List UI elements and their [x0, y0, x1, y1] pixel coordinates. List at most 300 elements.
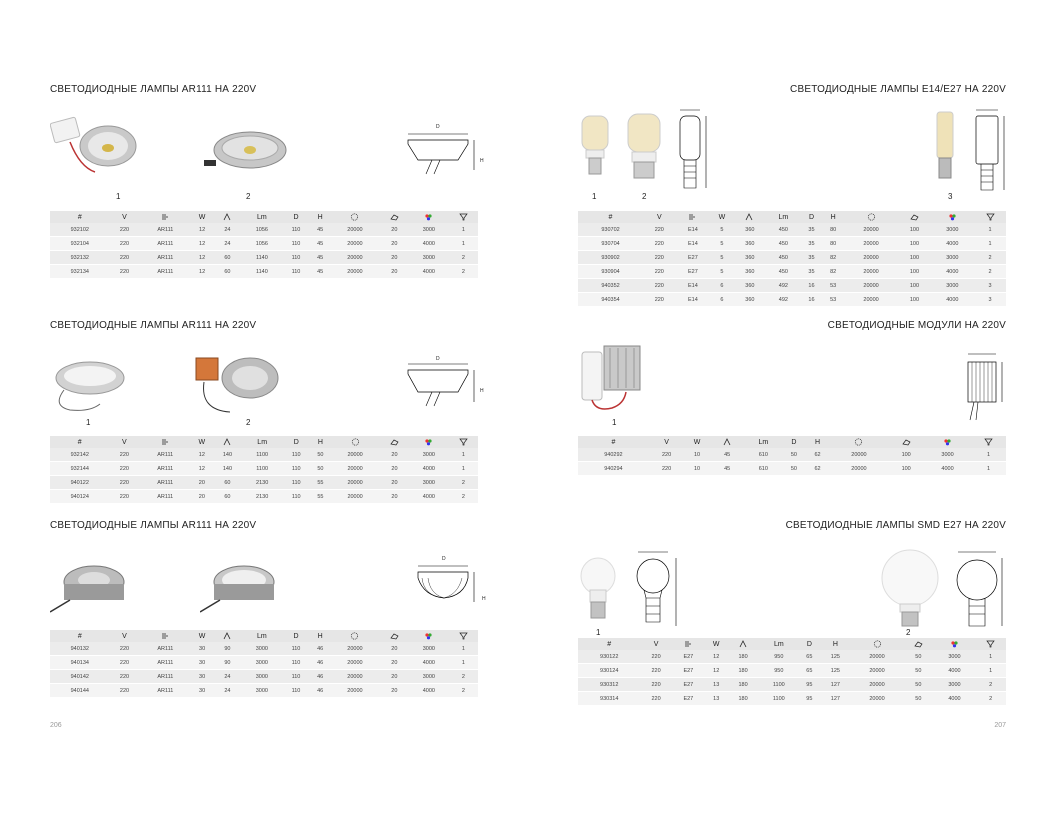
table-cell: 940292	[578, 448, 649, 462]
beam-angle-icon	[727, 638, 758, 650]
table-cell: 360	[734, 265, 767, 279]
table-cell: 932104	[50, 237, 110, 251]
ar111-heatsink-lamp-image	[50, 560, 130, 620]
ip-rating-icon	[888, 436, 923, 448]
table-cell: 1056	[242, 237, 282, 251]
product-label-3: 3	[948, 192, 953, 201]
table-cell: AR111	[139, 448, 191, 462]
table-cell: E14	[676, 293, 711, 307]
table-cell: 100	[898, 265, 931, 279]
table-cell: 20	[380, 251, 409, 265]
product-label-1: 1	[592, 192, 597, 201]
table-cell: 3000	[931, 251, 974, 265]
table-cell: 12	[191, 251, 212, 265]
table-cell: 20	[380, 462, 409, 476]
table-cell: 95	[799, 692, 820, 706]
section-title: СВЕТОДИОДНЫЕ ЛАМПЫ AR111 НА 220V	[50, 320, 257, 331]
table-header-row	[578, 211, 1006, 223]
table-cell: 4000	[409, 237, 449, 251]
table-row	[50, 684, 478, 698]
table-cell: 932134	[50, 265, 110, 279]
table-cell: 140	[213, 462, 243, 476]
table-cell: 3000	[409, 448, 449, 462]
ar111-heatsink-lamp-image	[200, 560, 280, 620]
voltage-icon: V	[110, 630, 140, 642]
table-cell: 932144	[50, 462, 110, 476]
table-cell: 1	[449, 223, 478, 237]
table-cell: AR111	[139, 237, 191, 251]
table-cell: 950	[759, 650, 799, 664]
table-cell: 6	[710, 293, 733, 307]
table-cell: E27	[672, 692, 705, 706]
table-cell: 932102	[50, 223, 110, 237]
table-cell: 220	[643, 279, 676, 293]
color-temperature-icon	[931, 211, 974, 223]
dimension-drawing	[972, 106, 1008, 194]
section-title: СВЕТОДИОДНЫЕ ЛАМПЫ SMD E27 НА 220V	[785, 520, 1006, 531]
lifetime-icon	[330, 436, 380, 448]
table-cell: 95	[799, 678, 820, 692]
table-cell: 3000	[924, 448, 971, 462]
table-cell: 492	[766, 293, 800, 307]
ip-rating-icon	[380, 436, 409, 448]
table-cell: 20	[380, 656, 409, 670]
table-row	[50, 476, 478, 490]
product-images	[50, 344, 484, 434]
table-cell: E27	[676, 265, 711, 279]
dimension-drawing	[962, 350, 1006, 424]
table-cell: E27	[672, 650, 705, 664]
table-row	[578, 223, 1006, 237]
table-cell: 20	[380, 684, 409, 698]
table-row	[578, 678, 1006, 692]
watt-icon: W	[710, 211, 733, 223]
table-cell: E27	[672, 664, 705, 678]
table-cell: 220	[640, 664, 671, 678]
height-icon: H	[310, 436, 330, 448]
table-cell: 53	[822, 293, 844, 307]
table-cell: 220	[640, 650, 671, 664]
table-cell: 1	[975, 650, 1006, 664]
diameter-icon: D	[282, 211, 310, 223]
table-cell: 5	[710, 223, 733, 237]
table-cell: 3000	[242, 656, 282, 670]
table-cell: 1	[449, 656, 478, 670]
table-cell: 110	[282, 251, 310, 265]
table-row	[578, 664, 1006, 678]
color-temperature-icon	[934, 638, 976, 650]
height-icon: H	[820, 638, 851, 650]
table-cell: 55	[310, 490, 330, 504]
table-cell: 90	[213, 656, 242, 670]
table-cell: 1	[971, 448, 1006, 462]
table-cell: 100	[898, 279, 931, 293]
table-cell: AR111	[139, 656, 191, 670]
table-cell: 220	[110, 448, 140, 462]
product-images	[578, 542, 1006, 637]
table-cell: 24	[213, 670, 242, 684]
table-cell: 110	[282, 237, 310, 251]
section-title: СВЕТОДИОДНЫЕ ЛАМПЫ AR111 НА 220V	[50, 520, 257, 531]
table-cell: 930902	[578, 251, 643, 265]
table-cell: 12	[191, 237, 212, 251]
color-temperature-icon	[924, 436, 971, 448]
table-cell: 1	[449, 237, 478, 251]
table-cell: 46	[310, 684, 330, 698]
table-cell: 4000	[409, 462, 449, 476]
beam-angle-icon	[734, 211, 767, 223]
spec-table	[50, 211, 478, 279]
table-cell: 100	[898, 293, 931, 307]
socket-icon	[139, 436, 191, 448]
table-cell: 20000	[844, 223, 898, 237]
section-title: СВЕТОДИОДНЫЕ ЛАМПЫ E14/E27 НА 220V	[790, 84, 1006, 95]
table-cell: 3	[974, 293, 1006, 307]
table-row	[50, 642, 478, 656]
ar111-lamp-with-driver-image	[190, 354, 280, 424]
product-label-2: 2	[246, 192, 251, 201]
table-cell: 4000	[934, 692, 976, 706]
table-header-row	[50, 211, 478, 223]
table-cell: 2	[449, 490, 478, 504]
table-cell: 180	[727, 678, 758, 692]
table-cell: 4000	[409, 684, 449, 698]
diameter-icon: D	[782, 436, 806, 448]
table-cell: 930124	[578, 664, 640, 678]
e14-smd-lamp-image	[934, 110, 956, 182]
table-cell: 12	[191, 462, 212, 476]
table-cell: 35	[801, 237, 823, 251]
voltage-icon: V	[649, 436, 684, 448]
table-cell: 940354	[578, 293, 643, 307]
table-cell: 110	[282, 670, 310, 684]
watt-icon: W	[191, 436, 212, 448]
table-row	[50, 237, 478, 251]
table-cell: 940134	[50, 656, 110, 670]
table-cell: 1	[449, 642, 478, 656]
table-cell: 4000	[409, 265, 449, 279]
lamp-type-icon	[449, 211, 478, 223]
table-cell: 3	[974, 279, 1006, 293]
table-cell: 220	[649, 462, 684, 476]
lifetime-icon	[330, 211, 380, 223]
table-cell: 30	[191, 670, 212, 684]
table-cell: AR111	[139, 265, 191, 279]
table-cell: AR111	[139, 462, 191, 476]
table-cell: 1	[971, 462, 1006, 476]
table-cell: 1	[975, 664, 1006, 678]
table-cell: 50	[782, 462, 806, 476]
table-cell: 2	[975, 678, 1006, 692]
table-cell: 1	[974, 237, 1006, 251]
table-cell: 12	[705, 664, 727, 678]
height-icon: H	[806, 436, 830, 448]
color-temperature-icon	[409, 436, 449, 448]
table-cell: 3000	[931, 223, 974, 237]
table-cell: 12	[705, 650, 727, 664]
table-cell: 2	[974, 265, 1006, 279]
lamp-type-icon	[449, 630, 478, 642]
spec-table	[50, 630, 478, 698]
table-row	[578, 692, 1006, 706]
lifetime-icon	[330, 630, 380, 642]
table-cell: 110	[282, 462, 310, 476]
table-cell: AR111	[139, 670, 191, 684]
table-cell: 13	[705, 692, 727, 706]
table-cell: 3000	[409, 223, 449, 237]
table-cell: 125	[820, 650, 851, 664]
table-cell: 20000	[330, 462, 380, 476]
table-cell: 20000	[851, 692, 903, 706]
table-cell: 2130	[242, 476, 282, 490]
table-cell: 50	[903, 678, 934, 692]
color-temperature-icon	[409, 211, 449, 223]
page-number-left: 206	[50, 722, 62, 729]
table-cell: 55	[310, 476, 330, 490]
table-row	[50, 670, 478, 684]
table-row	[578, 650, 1006, 664]
table-cell: 20000	[330, 684, 380, 698]
hash-icon: #	[578, 436, 649, 448]
table-cell: 62	[806, 448, 830, 462]
table-cell: 450	[766, 223, 800, 237]
table-cell: 20000	[330, 670, 380, 684]
table-row	[50, 462, 478, 476]
table-cell: 100	[898, 251, 931, 265]
table-cell: 940132	[50, 642, 110, 656]
table-cell: 360	[734, 237, 767, 251]
table-cell: 20	[380, 490, 409, 504]
lamp-type-icon	[974, 211, 1006, 223]
table-cell: 35	[801, 265, 823, 279]
table-cell: 220	[643, 251, 676, 265]
table-cell: 4000	[409, 656, 449, 670]
product-images	[50, 556, 486, 640]
height-icon: H	[310, 630, 330, 642]
ip-rating-icon	[380, 630, 409, 642]
ip-rating-icon	[903, 638, 934, 650]
section-smd-e27	[578, 520, 1006, 720]
table-cell: 220	[110, 670, 140, 684]
table-cell: 2	[449, 684, 478, 698]
dimension-drawing	[402, 130, 478, 190]
table-cell: 4000	[409, 490, 449, 504]
table-cell: 930122	[578, 650, 640, 664]
table-cell: AR111	[139, 642, 191, 656]
table-cell: 30	[191, 684, 212, 698]
table-row	[50, 490, 478, 504]
table-cell: 50	[310, 448, 330, 462]
table-cell: 1140	[242, 251, 282, 265]
table-cell: 20	[380, 670, 409, 684]
lumen-icon: Lm	[242, 211, 282, 223]
spec-table	[578, 436, 1006, 476]
table-cell: 1	[449, 462, 478, 476]
table-cell: 65	[799, 664, 820, 678]
table-cell: 2	[974, 251, 1006, 265]
table-cell: 24	[213, 223, 242, 237]
ar111-lamp-image	[200, 122, 290, 182]
table-cell: 20	[191, 490, 212, 504]
table-cell: 45	[710, 462, 745, 476]
table-cell: E14	[676, 279, 711, 293]
table-cell: 220	[110, 223, 140, 237]
table-cell: 940294	[578, 462, 649, 476]
table-cell: 46	[310, 642, 330, 656]
table-cell: 180	[727, 692, 758, 706]
table-cell: 220	[640, 678, 671, 692]
table-cell: 45	[310, 265, 330, 279]
section-e14-e27	[578, 84, 1006, 314]
table-cell: 45	[310, 223, 330, 237]
table-cell: 220	[643, 237, 676, 251]
table-cell: 940124	[50, 490, 110, 504]
diameter-icon: D	[799, 638, 820, 650]
table-cell: 127	[820, 678, 851, 692]
table-cell: 20	[380, 265, 409, 279]
lumen-icon: Lm	[759, 638, 799, 650]
table-header-row	[50, 630, 478, 642]
table-cell: 53	[822, 279, 844, 293]
table-cell: 940144	[50, 684, 110, 698]
dimension-drawing	[952, 548, 1006, 632]
e14-corn-lamp-image	[578, 112, 612, 180]
table-cell: 20000	[844, 293, 898, 307]
table-cell: 220	[643, 293, 676, 307]
table-cell: 82	[822, 251, 844, 265]
table-cell: 360	[734, 251, 767, 265]
table-cell: 100	[898, 223, 931, 237]
lifetime-icon	[851, 638, 903, 650]
table-cell: 3000	[409, 251, 449, 265]
table-cell: 60	[213, 476, 243, 490]
table-cell: 20000	[330, 448, 380, 462]
page-number-right: 207	[994, 722, 1006, 729]
table-cell: 24	[213, 237, 242, 251]
product-images	[578, 340, 1006, 430]
table-cell: 65	[799, 650, 820, 664]
table-cell: 50	[903, 664, 934, 678]
table-cell: 46	[310, 656, 330, 670]
table-cell: 20	[380, 448, 409, 462]
table-row	[50, 448, 478, 462]
table-cell: 940142	[50, 670, 110, 684]
beam-angle-icon	[710, 436, 745, 448]
table-row	[578, 237, 1006, 251]
hash-icon: #	[50, 211, 110, 223]
table-row	[578, 251, 1006, 265]
e27-corn-lamp-image	[624, 110, 664, 182]
table-cell: 20000	[851, 650, 903, 664]
section-ar111-2	[50, 320, 484, 520]
diameter-icon: D	[801, 211, 823, 223]
table-cell: 4000	[931, 293, 974, 307]
diameter-icon: D	[282, 436, 310, 448]
table-cell: 932142	[50, 448, 110, 462]
lumen-icon: Lm	[745, 436, 783, 448]
table-cell: 180	[727, 664, 758, 678]
table-cell: 932132	[50, 251, 110, 265]
table-cell: 20000	[844, 265, 898, 279]
table-cell: 125	[820, 664, 851, 678]
table-cell: 100	[888, 448, 923, 462]
table-cell: 20000	[851, 664, 903, 678]
table-header-row	[578, 436, 1006, 448]
table-cell: 930904	[578, 265, 643, 279]
socket-icon	[676, 211, 711, 223]
table-cell: 46	[310, 670, 330, 684]
table-cell: 220	[643, 223, 676, 237]
spec-table	[578, 211, 1006, 307]
table-cell: 930702	[578, 223, 643, 237]
table-cell: 6	[710, 279, 733, 293]
table-cell: 492	[766, 279, 800, 293]
table-cell: 5	[710, 251, 733, 265]
table-cell: 2	[449, 251, 478, 265]
socket-icon	[139, 211, 191, 223]
table-cell: 20	[380, 642, 409, 656]
table-cell: 45	[710, 448, 745, 462]
table-cell: 60	[213, 251, 242, 265]
ip-rating-icon	[380, 211, 409, 223]
spec-table	[50, 436, 478, 504]
table-cell: 20000	[844, 279, 898, 293]
table-cell: 20000	[330, 265, 380, 279]
table-cell: 360	[734, 223, 767, 237]
table-cell: 220	[643, 265, 676, 279]
color-temperature-icon	[409, 630, 449, 642]
socket-icon	[139, 630, 191, 642]
table-cell: 20000	[330, 223, 380, 237]
dim-label-h: H	[480, 158, 484, 164]
voltage-icon: V	[110, 211, 140, 223]
table-row	[578, 265, 1006, 279]
table-cell: 5	[710, 265, 733, 279]
table-cell: 110	[282, 448, 310, 462]
table-cell: 45	[310, 237, 330, 251]
table-row	[578, 279, 1006, 293]
product-label-1: 1	[612, 418, 617, 427]
table-cell: 1100	[759, 678, 799, 692]
table-row	[578, 293, 1006, 307]
table-cell: 110	[282, 642, 310, 656]
table-cell: 1056	[242, 223, 282, 237]
table-cell: 610	[745, 462, 783, 476]
table-cell: AR111	[139, 251, 191, 265]
table-cell: 220	[110, 251, 140, 265]
table-cell: 450	[766, 251, 800, 265]
voltage-icon: V	[110, 436, 140, 448]
table-cell: 62	[806, 462, 830, 476]
table-header-row	[50, 436, 478, 448]
table-cell: 20000	[330, 490, 380, 504]
table-cell: 4000	[931, 265, 974, 279]
voltage-icon: V	[640, 638, 671, 650]
table-cell: 50	[310, 462, 330, 476]
table-cell: E27	[676, 251, 711, 265]
beam-angle-icon	[213, 211, 242, 223]
table-cell: 20	[380, 223, 409, 237]
table-cell: 1	[449, 448, 478, 462]
table-cell: 220	[110, 462, 140, 476]
table-cell: 3000	[242, 684, 282, 698]
dim-label-d: D	[442, 556, 446, 562]
product-images	[50, 112, 484, 202]
dimension-drawing	[402, 360, 478, 420]
table-cell: 220	[110, 476, 140, 490]
table-cell: 2	[449, 476, 478, 490]
table-cell: 220	[110, 684, 140, 698]
